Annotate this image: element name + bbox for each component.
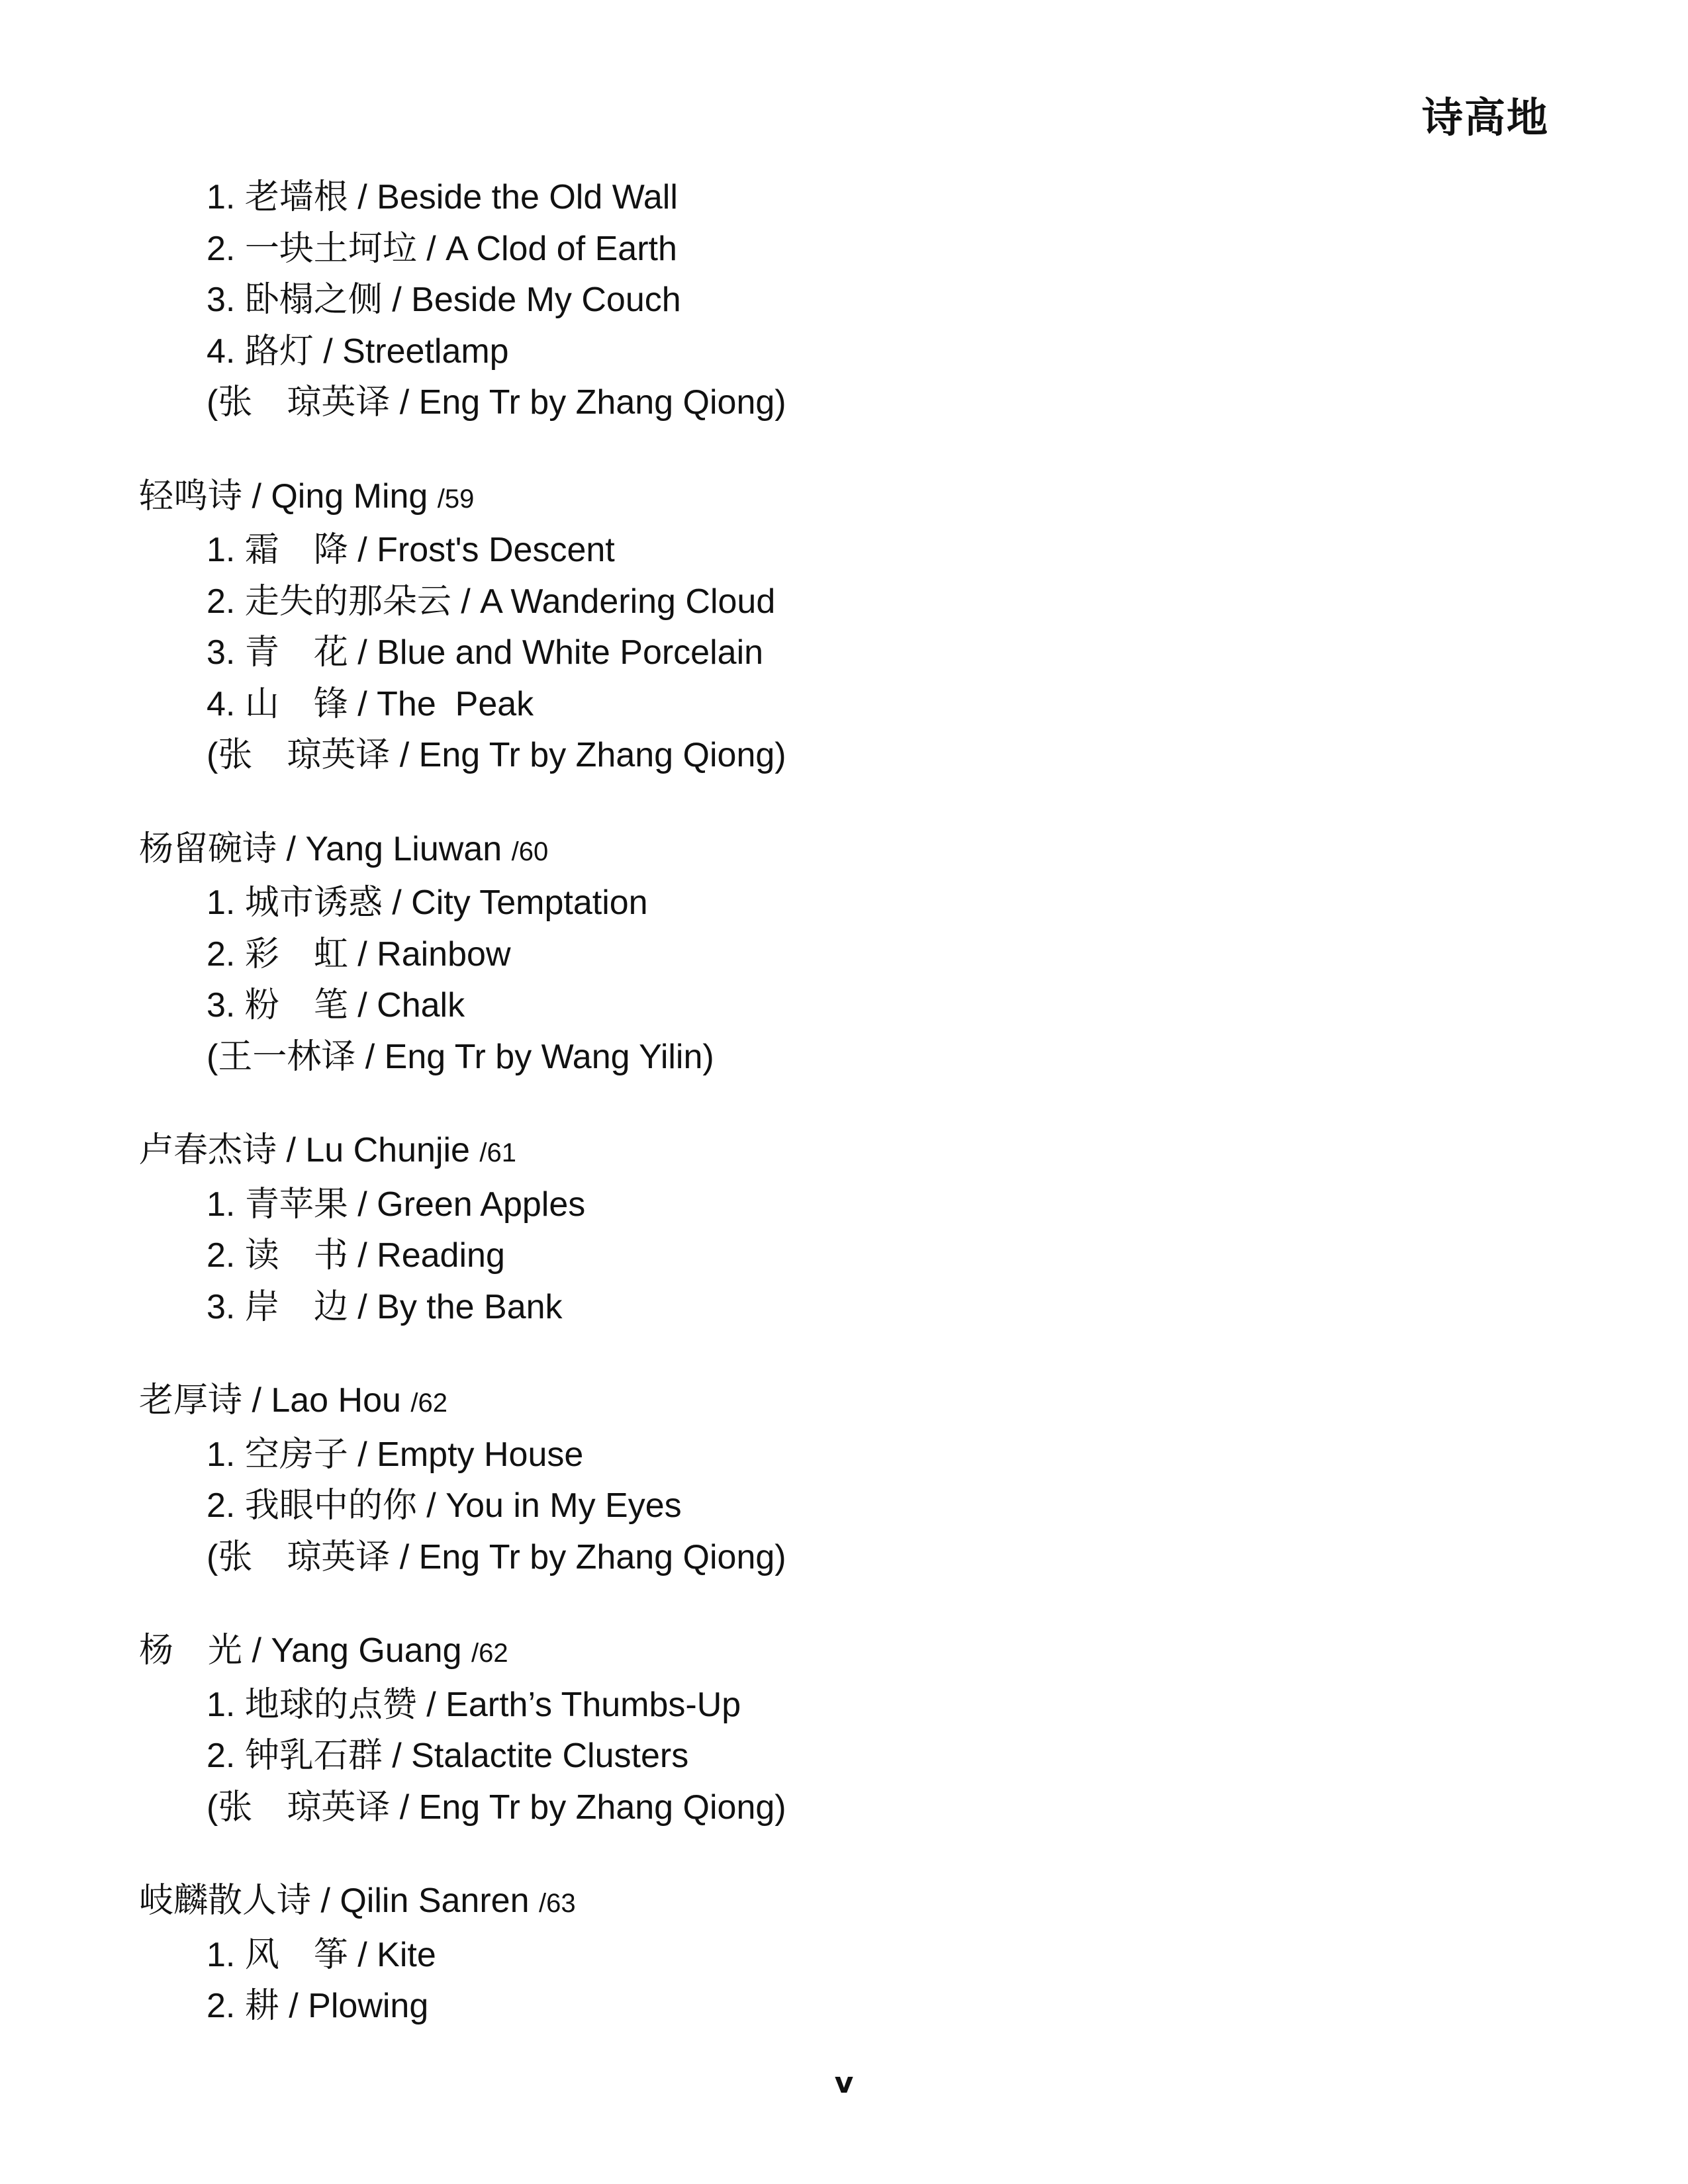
toc-poem-entry: 1. 地球的点赞 / Earth’s Thumbs-Up	[207, 1685, 741, 1724]
toc-group	[139, 1625, 1529, 1833]
page-header-title: 诗高地	[1421, 93, 1549, 142]
toc-group	[139, 824, 1529, 1083]
toc-author-entry	[139, 1375, 1529, 1430]
page-reference: /63	[538, 1889, 576, 1918]
toc-poem-entry: (张 琼英译 / Eng Tr by Zhang Qiong)	[207, 736, 786, 774]
toc-author-entry	[139, 471, 1529, 525]
toc-group	[139, 1876, 1529, 2032]
toc-author-entry	[139, 1625, 1529, 1680]
page-number: v	[834, 2066, 854, 2100]
toc-group	[139, 471, 1529, 782]
toc-poem-entry: 2. 钟乳石群 / Stalactite Clusters	[207, 1737, 689, 1775]
toc-poem-entry: 2. 耕 / Plowing	[207, 1987, 429, 2025]
toc-poem-entry: 2. 我眼中的你 / You in My Eyes	[207, 1486, 682, 1525]
toc-poem-entry: 1. 城市诱惑 / City Temptation	[207, 884, 648, 922]
toc-poem-entry: 1. 霜 降 / Frost's Descent	[207, 531, 615, 569]
toc-poem-entry: 4. 路灯 / Streetlamp	[207, 332, 509, 371]
page-reference: /62	[471, 1639, 508, 1668]
toc-poem-entry: 2. 彩 虹 / Rainbow	[207, 934, 511, 974]
toc-group	[139, 1375, 1529, 1583]
toc-poem-entry: 1. 青苹果 / Green Apples	[207, 1185, 586, 1224]
page-reference: /60	[511, 837, 549, 866]
toc-poem-entry: 1. 风 筝 / Kite	[207, 1935, 436, 1974]
toc-group	[139, 172, 1529, 429]
page-reference: /59	[437, 484, 475, 514]
toc-poem-entry: (张 琼英译 / Eng Tr by Zhang Qiong)	[207, 1537, 786, 1576]
toc-poem-entry: 2. 读 书 / Reading	[207, 1236, 505, 1275]
toc-poem-entry: (王一林译 / Eng Tr by Wang Yilin)	[207, 1037, 714, 1076]
page-reference: /62	[410, 1388, 447, 1418]
author-name: 老厚诗 / Lao Hou	[139, 1381, 411, 1420]
author-name: 杨 光 / Yang Guang	[139, 1631, 471, 1670]
toc-poem-entry: 3. 岸 边 / By the Bank	[207, 1287, 563, 1326]
toc-poem-entry: 2. 走失的那朵云 / A Wandering Cloud	[207, 582, 776, 621]
toc-group	[139, 1125, 1529, 1333]
toc-poem-entry: 1. 老墙根 / Beside the Old Wall	[207, 178, 678, 216]
toc-author-entry	[139, 1876, 1529, 1930]
author-name: 岐麟散人诗 / Qilin Sanren	[139, 1882, 539, 1920]
toc-author-entry	[139, 1125, 1529, 1179]
toc-poem-entry: 4. 山 锋 / The Peak	[207, 684, 534, 723]
page-reference: /61	[479, 1138, 517, 1167]
author-name: 卢春杰诗 / Lu Chunjie	[139, 1131, 480, 1169]
toc-poem-entry: 3. 青 花 / Blue and White Porcelain	[207, 633, 764, 672]
toc-poem-entry: 1. 空房子 / Empty House	[207, 1435, 584, 1474]
toc-poem-entry: 3. 卧榻之侧 / Beside My Couch	[207, 281, 681, 319]
toc-poem-entry: (张 琼英译 / Eng Tr by Zhang Qiong)	[207, 383, 786, 422]
toc-poem-entry: 3. 粉 笔 / Chalk	[207, 986, 465, 1024]
table-of-contents	[139, 172, 1529, 2075]
toc-poem-entry: 2. 一块土坷垃 / A Clod of Earth	[207, 229, 677, 268]
author-name: 杨留碗诗 / Yang Liuwan	[139, 829, 512, 868]
toc-poem-entry: (张 琼英译 / Eng Tr by Zhang Qiong)	[207, 1788, 786, 1827]
toc-author-entry	[139, 824, 1529, 878]
author-name: 轻鸣诗 / Qing Ming	[139, 477, 438, 516]
